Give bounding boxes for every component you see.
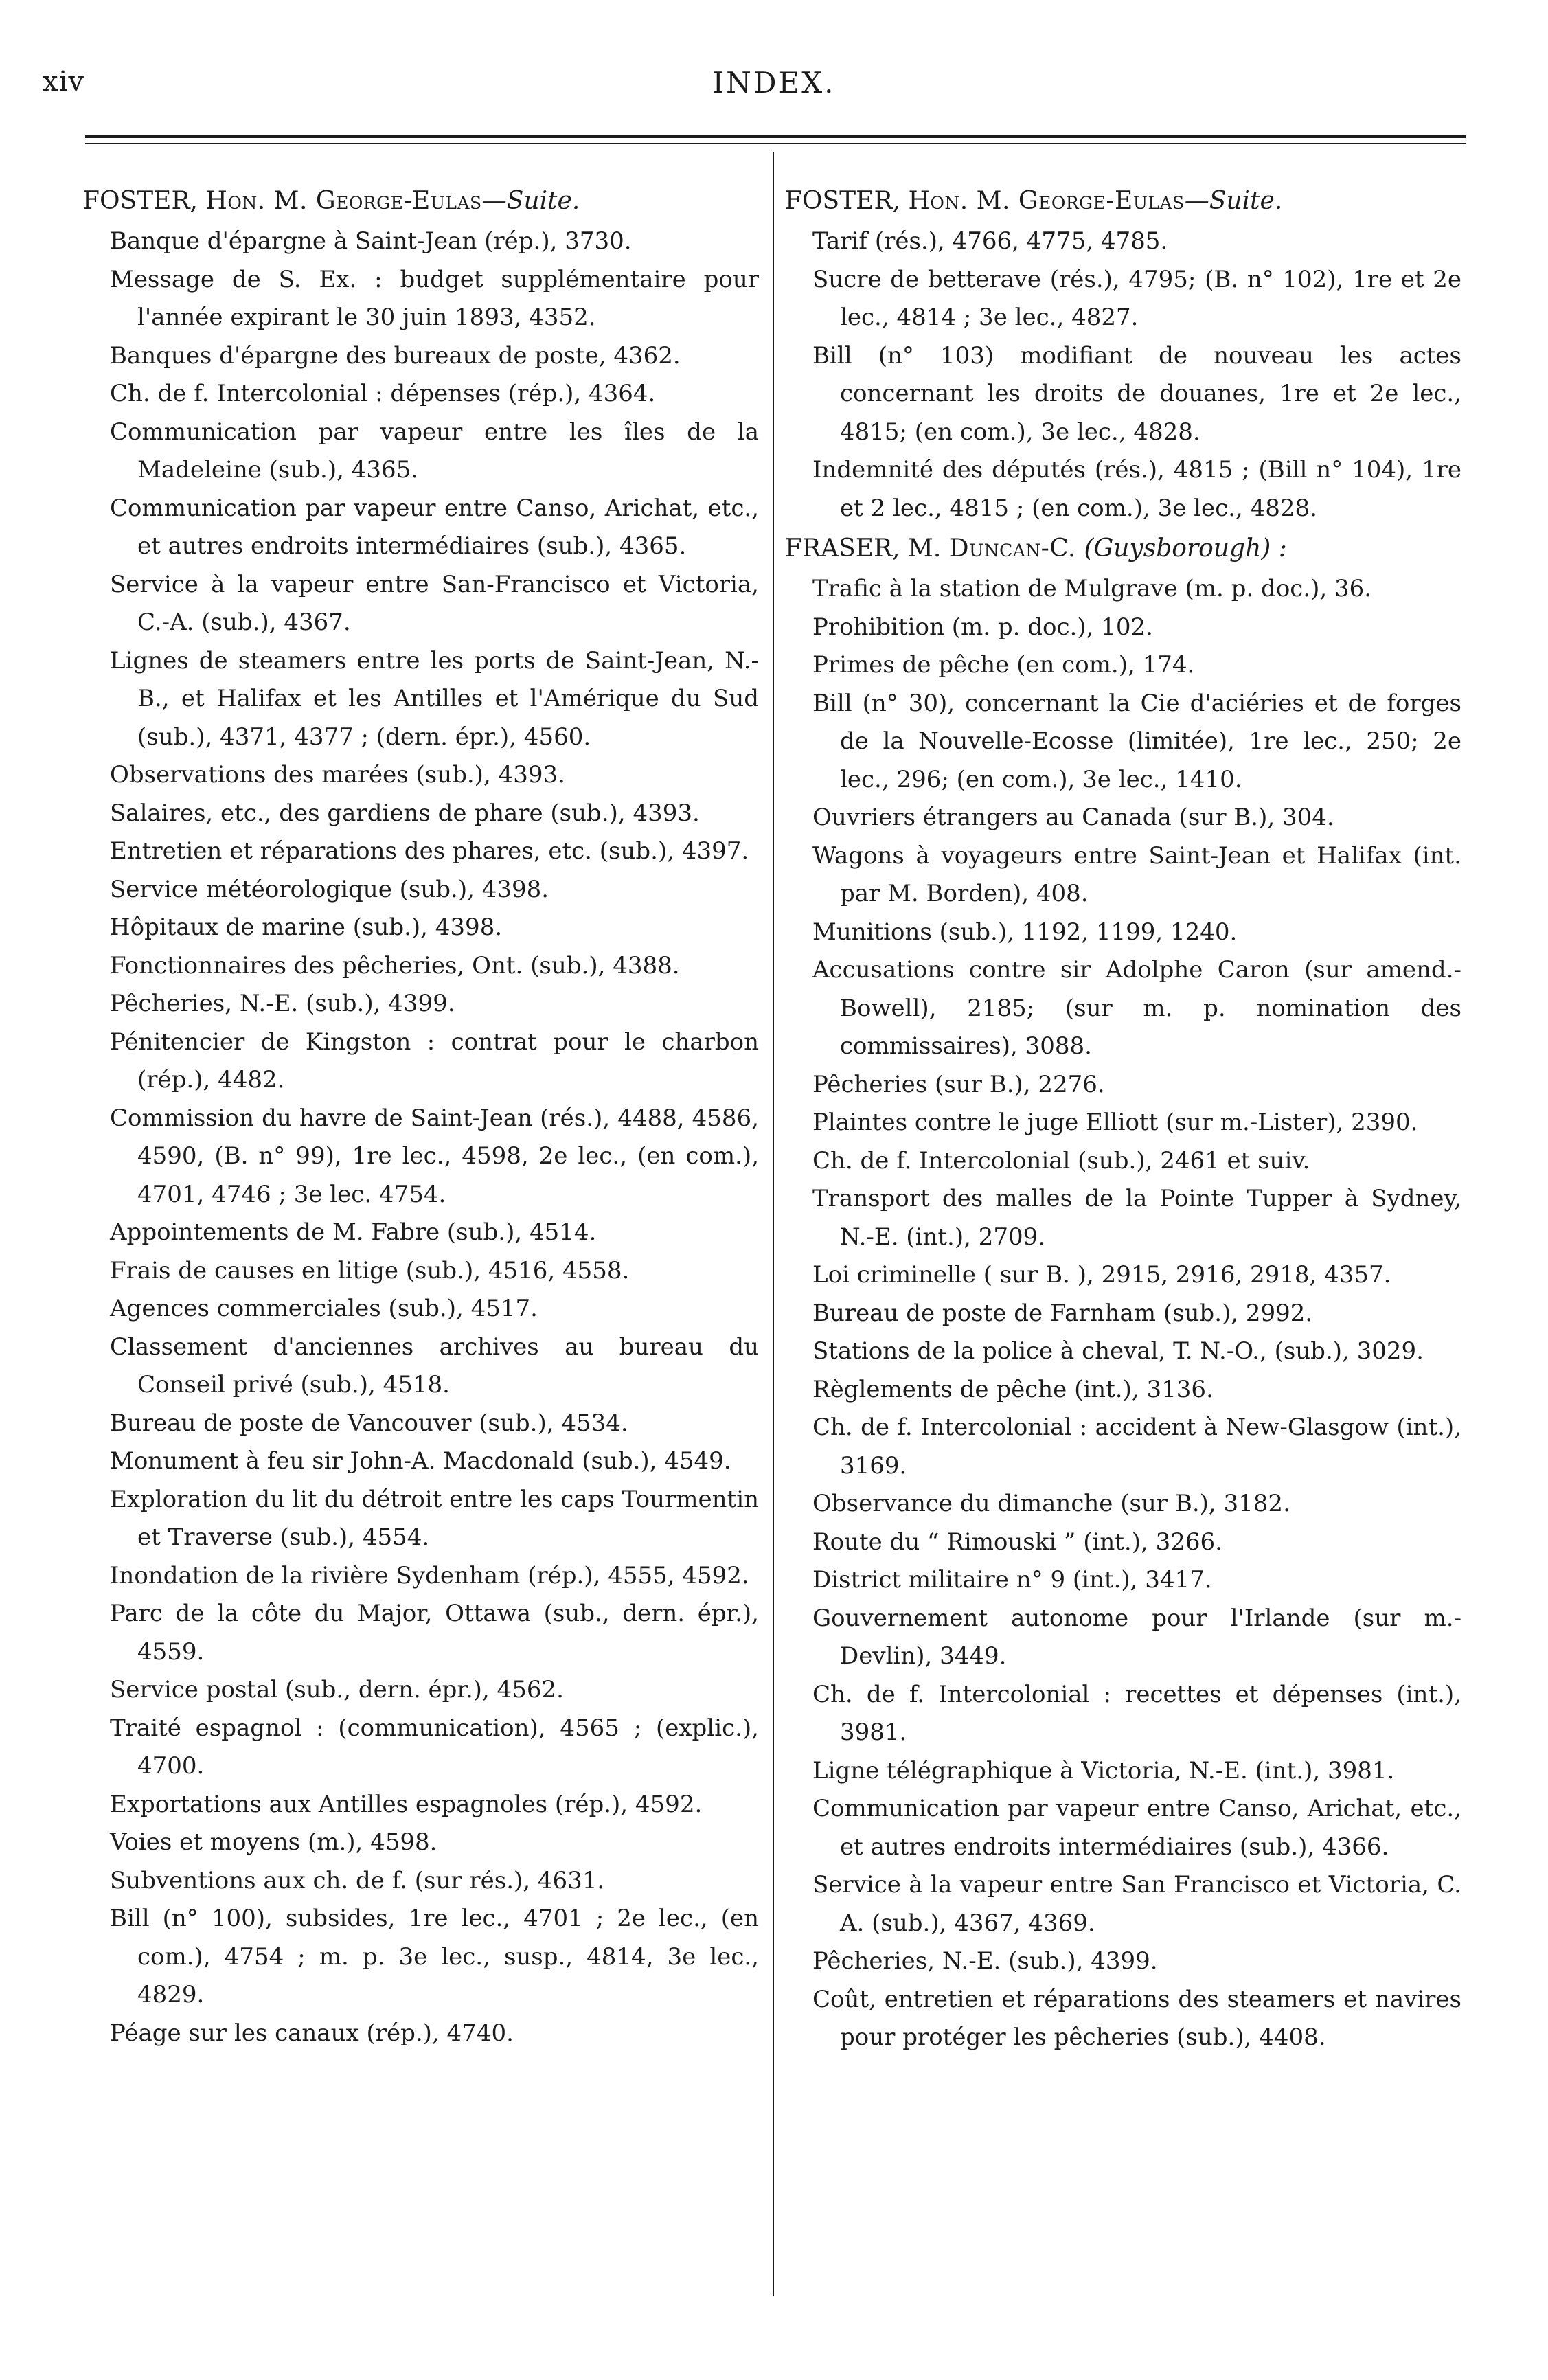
index-heading-foster-continued	[785, 180, 1461, 223]
index-entry: Loi criminelle ( sur B. ), 2915, 2916, 2918, 4357.	[812, 1261, 1391, 1289]
index-entry: Pénitencier de Kingston : contrat pour le charbon (rép.), 4482.	[110, 1028, 759, 1093]
index-entry: Ch. de f. Intercolonial (sub.), 2461 et suiv.	[812, 1146, 1310, 1175]
index-entry: District militaire n° 9 (int.), 3417.	[812, 1566, 1212, 1594]
heading-honorific: Duncan-C.	[948, 534, 1076, 563]
index-entry: Service postal (sub., dern. épr.), 4562.	[110, 1676, 564, 1703]
index-entry: Parc de la côte du Major, Ottawa (sub., dern. épr.), 4559.	[110, 1600, 759, 1666]
index-entry: Subventions aux ch. de f. (sur rés.), 4631.	[110, 1866, 605, 1894]
index-entry: Ouvriers étrangers au Canada (sur B.), 304.	[812, 804, 1334, 831]
index-entry: Wagons à voyageurs entre Saint-Jean et Halifax (int. par M. Borden), 408.	[812, 841, 1461, 907]
page-title: INDEX.	[712, 66, 836, 100]
index-entry: Plaintes contre le juge Elliott (sur m.-Lister), 2390.	[812, 1109, 1418, 1136]
index-entry: Lignes de steamers entre les ports de Saint-Jean, N.-B., et Halifax et les Antilles et l'Amérique du Sud (sub.), 4371, 4377 ; (dern. épr.), 4560.	[110, 646, 759, 751]
left-entry-list	[82, 223, 759, 2052]
heading-surname: FOSTER,	[82, 187, 206, 215]
index-entry: Agences commerciales (sub.), 4517.	[110, 1295, 538, 1322]
left-column	[82, 180, 759, 2052]
index-entry: Bill (n° 30), concernant la Cie d'aciéries et de forges de la Nouvelle-Ecosse (limitée), 1re lec., 250; 2e lec., 296; (en com.), 3e lec., 1410.	[812, 689, 1461, 793]
heading-honorific: Hon. M. George-Eulas	[908, 187, 1185, 215]
index-entry: Exploration du lit du détroit entre les caps Tourmentin et Traverse (sub.), 4554.	[110, 1485, 759, 1551]
index-entry: Frais de causes en litige (sub.), 4516, 4558.	[110, 1256, 630, 1284]
index-entry: Bureau de poste de Vancouver (sub.), 4534.	[110, 1409, 628, 1437]
index-entry: Classement d'anciennes archives au bureau du Conseil privé (sub.), 4518.	[110, 1333, 759, 1398]
index-entry: Banque d'épargne à Saint-Jean (rép.), 3730.	[110, 227, 632, 255]
index-entry: Transport des malles de la Pointe Tupper à Sydney, N.-E. (int.), 2709.	[812, 1185, 1461, 1251]
index-entry: Gouvernement autonome pour l'Irlande (sur m.-Devlin), 3449.	[812, 1604, 1461, 1670]
right-entry-list-fraser	[785, 570, 1461, 2057]
index-entry: Inondation de la rivière Sydenham (rép.), 4555, 4592.	[110, 1561, 749, 1589]
index-entry: Indemnité des députés (rés.), 4815 ; (Bill n° 104), 1re et 2 lec., 4815 ; (en com.), 3e lec., 4828.	[812, 456, 1461, 522]
index-entry: Message de S. Ex. : budget supplémentaire pour l'année expirant le 30 juin 1893, 4352.	[110, 265, 759, 331]
page-number: xiv	[43, 66, 84, 98]
index-entry: Salaires, etc., des gardiens de phare (sub.), 4393.	[110, 799, 700, 827]
index-heading-fraser	[785, 528, 1461, 570]
index-entry: Ch. de f. Intercolonial : dépenses (rép.), 4364.	[110, 380, 656, 407]
index-entry: Communication par vapeur entre les îles de la Madeleine (sub.), 4365.	[110, 418, 759, 484]
heading-suffix: —Suite.	[1184, 187, 1283, 215]
header-rule-thick	[85, 135, 1466, 138]
header-rule-thin	[85, 143, 1466, 144]
index-entry: Accusations contre sir Adolphe Caron (sur amend.-Bowell), 2185; (sur m. p. nomination des commissaires), 3088.	[812, 956, 1461, 1060]
index-entry: Trafic à la station de Mulgrave (m. p. doc.), 36.	[812, 575, 1372, 602]
heading-surname: FRASER, M.	[785, 534, 949, 563]
index-entry: Tarif (rés.), 4766, 4775, 4785.	[812, 227, 1168, 255]
heading-surname: FOSTER,	[785, 187, 909, 215]
column-divider	[773, 152, 774, 2296]
index-entry: Communication par vapeur entre Canso, Arichat, etc., et autres endroits intermédiaires (sub.), 4365.	[110, 494, 759, 560]
index-entry: Service à la vapeur entre San-Francisco et Victoria, C.-A. (sub.), 4367.	[110, 570, 759, 636]
index-entry: Munitions (sub.), 1192, 1199, 1240.	[812, 918, 1238, 946]
heading-honorific: Hon. M. George-Eulas	[205, 187, 482, 215]
index-entry: Pêcheries, N.-E. (sub.), 4399.	[110, 990, 455, 1017]
index-entry: Bill (n° 103) modifiant de nouveau les actes concernant les droits de douanes, 1re et 2e lec., 4815; (en com.), 3e lec., 4828.	[812, 341, 1461, 446]
index-entry: Ch. de f. Intercolonial : recettes et dépenses (int.), 3981.	[812, 1680, 1461, 1746]
right-entry-list-foster	[785, 223, 1461, 528]
index-entry: Bill (n° 100), subsides, 1re lec., 4701 ; 2e lec., (en com.), 4754 ; m. p. 3e lec., susp., 4814, 3e lec., 4829.	[110, 1905, 759, 2008]
index-entry: Hôpitaux de marine (sub.), 4398.	[110, 914, 503, 941]
index-entry: Bureau de poste de Farnham (sub.), 2992.	[812, 1299, 1313, 1327]
index-entry: Pêcheries (sur B.), 2276.	[812, 1070, 1105, 1098]
index-entry: Monument à feu sir John-A. Macdonald (sub.), 4549.	[110, 1447, 731, 1475]
index-entry: Observations des marées (sub.), 4393.	[110, 761, 565, 789]
index-entry: Sucre de betterave (rés.), 4795; (B. n° 102), 1re et 2e lec., 4814 ; 3e lec., 4827.	[812, 265, 1461, 331]
index-entry: Péage sur les canaux (rép.), 4740.	[110, 2019, 514, 2047]
index-entry: Primes de pêche (en com.), 174.	[812, 651, 1195, 679]
page-header	[0, 0, 1548, 124]
index-entry: Banques d'épargne des bureaux de poste, 4362.	[110, 341, 681, 370]
index-entry: Entretien et réparations des phares, etc. (sub.), 4397.	[110, 837, 749, 865]
index-entry: Communication par vapeur entre Canso, Arichat, etc., et autres endroits intermédiaires (sub.), 4366.	[812, 1795, 1461, 1861]
index-entry: Prohibition (m. p. doc.), 102.	[812, 613, 1153, 641]
index-entry: Commission du havre de Saint-Jean (rés.), 4488, 4586, 4590, (B. n° 99), 1re lec., 4598, 2e lec., (en com.), 4701, 4746 ; 3e lec. 4754.	[110, 1104, 759, 1208]
index-entry: Stations de la police à cheval, T. N.-O., (sub.), 3029.	[812, 1337, 1424, 1365]
index-entry: Exportations aux Antilles espagnoles (rép.), 4592.	[110, 1790, 703, 1818]
index-entry: Route du “ Rimouski ” (int.), 3266.	[812, 1528, 1222, 1556]
heading-riding: (Guysborough) :	[1084, 534, 1287, 563]
index-entry: Coût, entretien et réparations des steamers et navires pour protéger les pêcheries (sub.), 4408.	[812, 1985, 1461, 2051]
right-column	[785, 180, 1461, 2057]
index-entry: Pêcheries, N.-E. (sub.), 4399.	[812, 1947, 1158, 1975]
index-entry: Service météorologique (sub.), 4398.	[110, 875, 549, 903]
index-entry: Ligne télégraphique à Victoria, N.-E. (int.), 3981.	[812, 1756, 1395, 1784]
index-entry: Voies et moyens (m.), 4598.	[110, 1828, 437, 1856]
index-entry: Observance du dimanche (sur B.), 3182.	[812, 1490, 1290, 1517]
heading-suffix: —Suite.	[481, 187, 580, 215]
index-entry: Fonctionnaires des pêcheries, Ont. (sub.), 4388.	[110, 951, 680, 979]
index-entry: Règlements de pêche (int.), 3136.	[812, 1375, 1214, 1403]
index-entry: Traité espagnol : (communication), 4565 ; (explic.), 4700.	[110, 1714, 759, 1780]
index-entry: Ch. de f. Intercolonial : accident à New-Glasgow (int.), 3169.	[812, 1414, 1461, 1480]
index-entry: Service à la vapeur entre San Francisco et Victoria, C. A. (sub.), 4367, 4369.	[812, 1871, 1461, 1937]
index-heading-foster	[82, 180, 759, 223]
index-entry: Appointements de M. Fabre (sub.), 4514.	[110, 1219, 597, 1246]
